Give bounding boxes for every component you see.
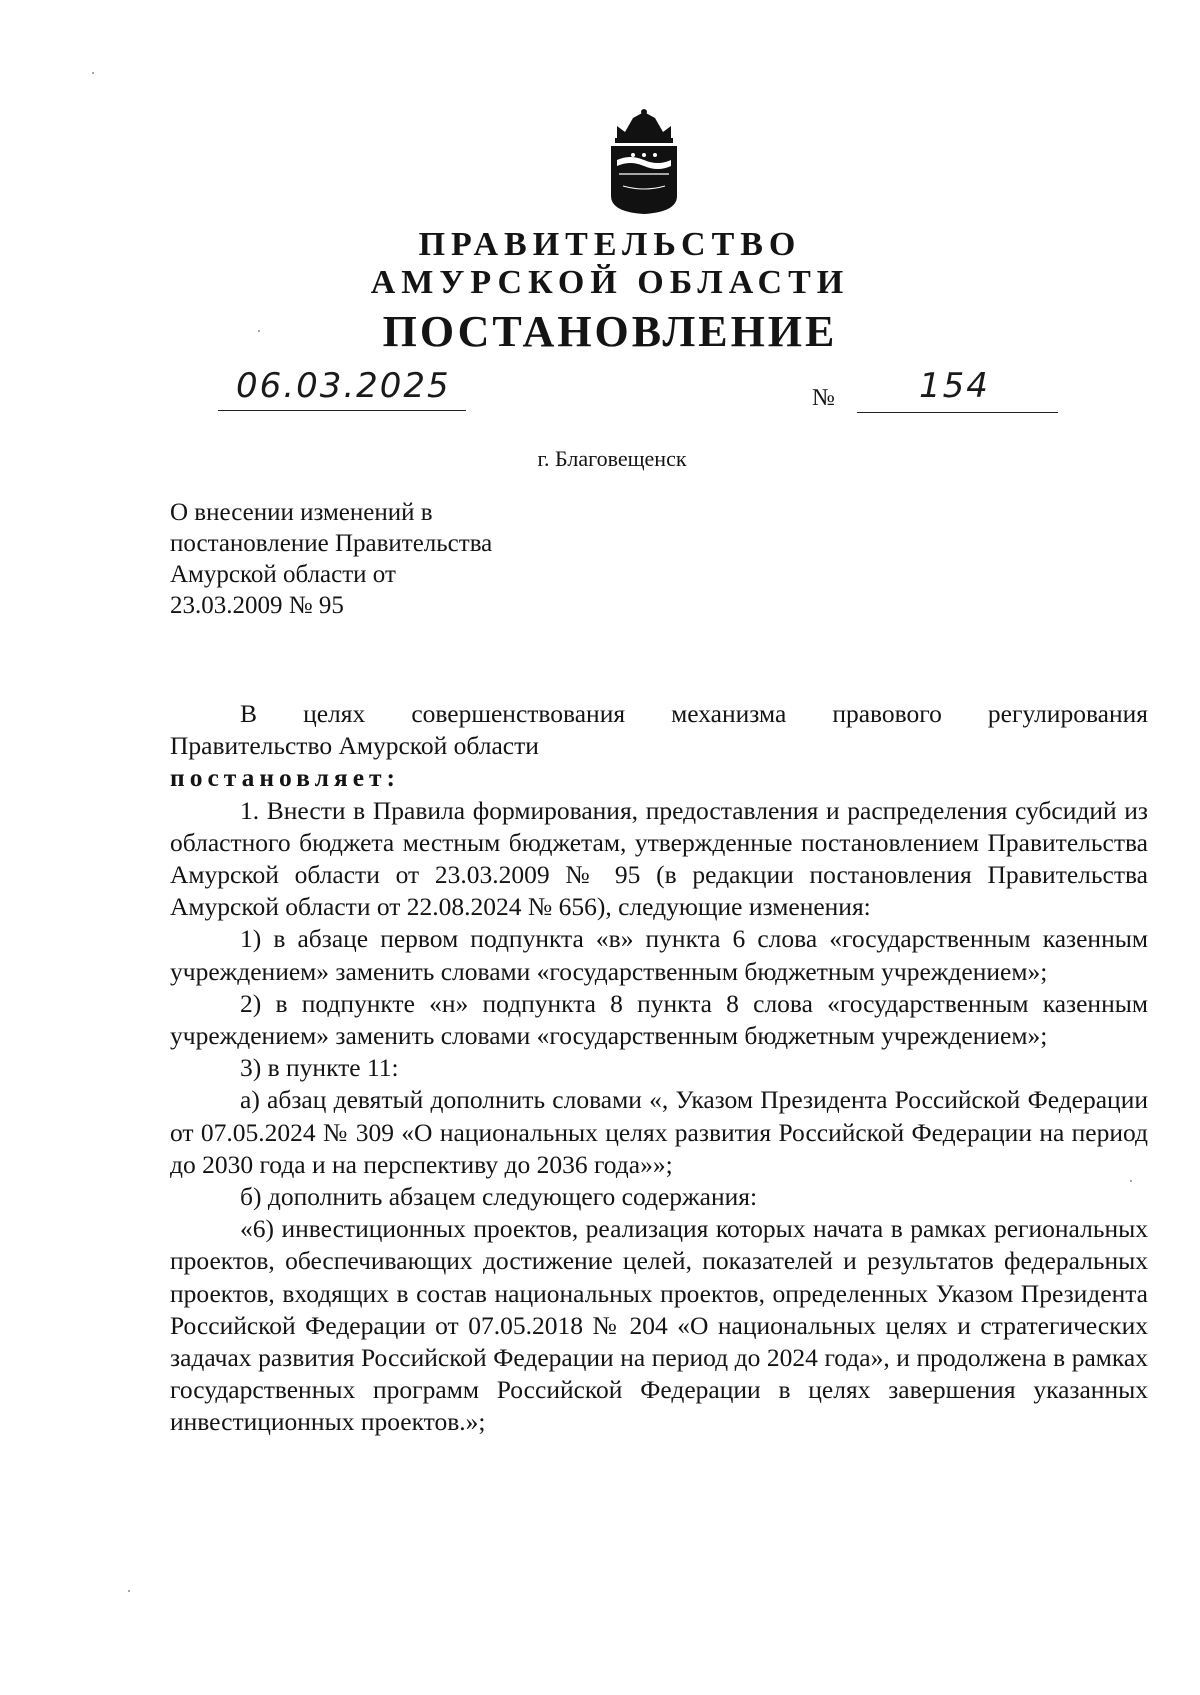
paragraph-new-abzac: «6) инвестиционных проектов, реализация которых начата в рамках региональных проектов, обеспечивающих достижение целей, показателей и результатов федеральных проектов, входящих в состав национальных проектов, определенных Указом Президента Российской Федерации от 07.05.2018 № 204 «О национальных целях и стратегических задачах развития Российской Федерации на период до 2024 года», и продолжена в рамках государственных программ Российской Федерации в целях завершения указанных инвестиционных проектов.»; xyxy=(170,1214,1148,1437)
authority-name-line1: ПРАВИТЕЛЬСТВО xyxy=(418,226,802,263)
paragraph-item-1: 1. Внести в Правила формирования, предоставления и распределения субсидий из областного бюджета местным бюджетам, утвержденные постановлением Правительства Амурской области от 23.03.2009 № 95 (в редакции постановления Правительства Амурской области от 22.08.2024 № 656), следующие изменения: xyxy=(170,795,1148,922)
scan-speck xyxy=(258,330,260,332)
number-label: № xyxy=(812,385,835,411)
coat-of-arms-icon xyxy=(603,108,685,216)
number-field xyxy=(857,366,1058,413)
date-field xyxy=(218,366,466,411)
city-name: г. Благовещенск xyxy=(537,446,687,471)
document-type-title: ПОСТАНОВЛЕНИЕ xyxy=(382,307,838,356)
document-body xyxy=(170,698,1148,1439)
subject-line: 23.03.2009 № 95 xyxy=(170,592,344,619)
paragraph-subitem-3: 3) в пункте 11: xyxy=(240,1053,399,1083)
scan-speck xyxy=(128,1590,130,1592)
subject-line: О внесении изменений в xyxy=(170,499,433,526)
subject-line: постановление Правительства xyxy=(170,530,493,557)
authority-name-line2: АМУРСКОЙ ОБЛАСТИ xyxy=(370,264,850,301)
preamble-line2: Правительство Амурской области xyxy=(170,731,539,761)
paragraph-subitem-2: 2) в подпункте «н» подпункта 8 пункта 8 слова «государственным казенным учреждением» заменить словами «государственным бюджетным учреждением»; xyxy=(170,988,1148,1051)
scan-speck xyxy=(1130,1180,1132,1182)
resolves-keyword: постановляет: xyxy=(170,763,401,793)
subject-line: Амурской области от xyxy=(170,561,396,588)
handwritten-date: 06.03.2025 xyxy=(236,366,451,406)
paragraph-subitem-1: 1) в абзаце первом подпункта «в» пункта 6 слова «государственным казенным учреждением» заменить словами «государственным бюджетным учреждением»; xyxy=(170,924,1148,986)
handwritten-number: 154 xyxy=(919,366,990,406)
scan-speck xyxy=(92,72,94,74)
paragraph-subitem-3b: б) дополнить абзацем следующего содержания: xyxy=(240,1182,758,1212)
document-subject xyxy=(170,497,590,621)
preamble-line1: В целях совершенствования механизма правового регулирования xyxy=(240,699,1148,728)
paragraph-subitem-3a: а) абзац девятый дополнить словами «, Указом Президента Российской Федерации от 07.05.2024 № 309 «О национальных целях развития Российской Федерации на период до 2030 года и на перспективу до 2036 года»»; xyxy=(170,1085,1148,1179)
